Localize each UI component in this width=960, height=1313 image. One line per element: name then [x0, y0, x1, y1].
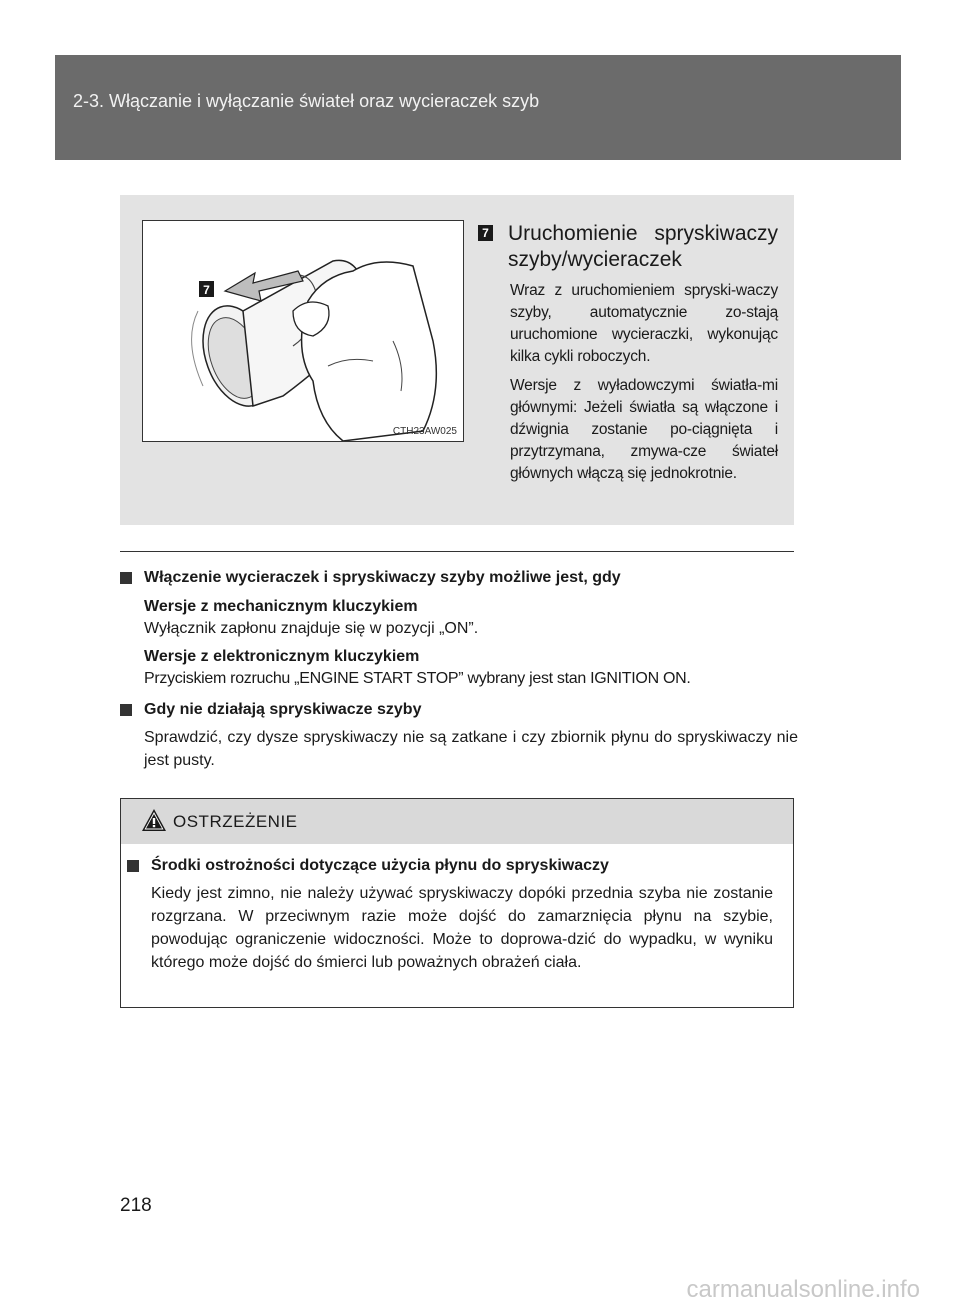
step-title-line1: Uruchomienie spryskiwaczy — [508, 222, 778, 245]
note-body-2: Sprawdzić, czy dysze spryskiwaczy nie są zatkane i czy zbiornik płynu do spryskiwaczy nie jest pusty. — [144, 729, 798, 769]
step-badge: 7 — [478, 225, 493, 241]
hand-outline — [302, 262, 437, 441]
motion-arc — [192, 311, 203, 386]
notes-section — [120, 566, 798, 772]
warning-body — [121, 844, 793, 974]
note-heading-2-text: Gdy nie działają spryskiwacze szyby — [144, 701, 422, 718]
note-heading-1-text: Włączenie wycieraczek i spryskiwaczy szyby możliwe jest, gdy — [144, 569, 621, 586]
note-heading-2 — [120, 698, 798, 722]
square-bullet-icon — [120, 572, 132, 584]
wiper-lever-drawing — [143, 221, 463, 441]
step-title — [508, 221, 778, 273]
warning-heading — [127, 854, 773, 878]
illustration-panel — [120, 195, 794, 525]
note-heading-1 — [120, 566, 798, 590]
note-sub-title-2: Wersje z elektronicznym kluczykiem — [144, 648, 420, 665]
note-sub-title-1: Wersje z mechanicznym kluczykiem — [144, 598, 418, 615]
square-bullet-icon — [127, 860, 139, 872]
step-title-line2: szyby/wycieraczek — [508, 248, 682, 271]
wiper-lever-illustration — [142, 220, 464, 442]
warning-box — [120, 798, 794, 1008]
step-paragraph-1: Wraz z uruchomieniem spryski-waczy szyby, automatycznie zo-stają uruchomione wycieraczki, wykonując kilka cykli roboczych. — [510, 282, 778, 365]
section-divider — [120, 551, 794, 552]
warning-label: OSTRZEŻENIE — [173, 812, 298, 831]
image-code: CTH23AW025 — [392, 426, 457, 437]
warning-heading-text: Środki ostrożności dotyczące użycia płynu do spryskiwaczy — [151, 857, 609, 874]
section-title: 2-3. Włączanie i wyłączanie świateł oraz wycieraczek szyb — [73, 91, 540, 111]
callout-badge-label: 7 — [203, 283, 210, 297]
warning-triangle-icon — [141, 808, 167, 832]
square-bullet-icon — [120, 704, 132, 716]
watermark: carmanualsonline.info — [686, 1276, 920, 1303]
note-sub-text-1: Wyłącznik zapłonu znajduje się w pozycji „ON”. — [144, 620, 479, 637]
note-sub-text-2: Przyciskiem rozruchu „ENGINE START STOP” wybrany jest stan IGNITION ON. — [144, 670, 691, 687]
page-number: 218 — [120, 1195, 152, 1216]
section-header-bar — [55, 55, 901, 160]
warning-header — [121, 799, 793, 844]
warning-text: Kiedy jest zimno, nie należy używać spryskiwaczy dopóki przednia szyba nie zostanie rozgrzana. W przeciwnym razie może dojść do zamarznięcia płynu na szybie, powodując ograniczenie widoczności. Może to doprowa-dzić do wypadku, w wyniku którego może dojść do śmierci lub poważnych obrażeń ciała. — [151, 885, 773, 971]
step-paragraph-2: Wersje z wyładowczymi światła-mi głównymi: Jeżeli światła są włączone i dźwignia zostanie po-ciągnięta i przytrzymana, zmywa-cze świateł głównych włączą się jednokrotnie. — [510, 377, 778, 482]
